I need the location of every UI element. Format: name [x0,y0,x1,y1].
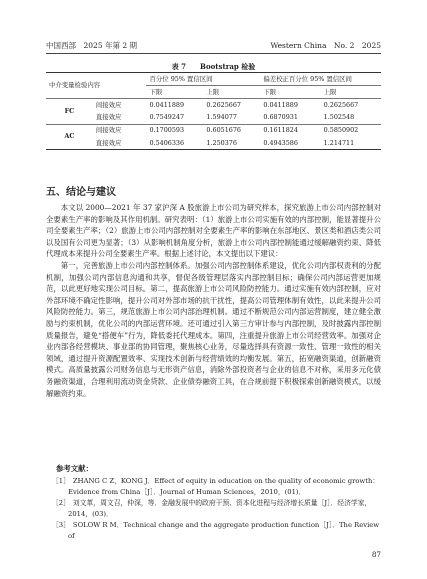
reference-item [46,476,381,498]
subheader-upper: 上限 [321,86,381,99]
reference-text: ZHANG C Z，KONG J．Effect of equity in education on the quality of economic growth：Evidence from China［J］．Journal of Human Sciences，2010，(01)． [68,477,380,496]
table-cell: 0.1611824 [260,124,320,137]
body-text [46,202,381,399]
table-cell: 0.5406336 [146,137,203,150]
reference-tag: ［2］ [52,499,70,507]
reference-item [46,498,381,520]
group-label: AC [46,124,93,149]
table-header-row [46,73,381,86]
table-row [46,124,381,137]
reference-tag: ［3］ [52,521,70,529]
header-journal-en: Western China No. 2 2025 [270,41,381,50]
paragraph: 本文以 2000—2021 年 37 家沪深 A 股旅游上市公司为研究样本，探究旅游上市公司内部控制对全要素生产率的影响及其作用机制。研究表明：（1）旅游上市公司实施有效的内部控制，能显著提升公司全要素生产率；（2）旅游上市公司内部控制对全要素生产率的影响在东部地区、景区类和酒店类公司以及国有公司更为显著；（3）从影响机制角度分析，旅游上市公司内部控制能通过缓解融资约束、降低代理成本来提升公司全要素生产率。根据上述讨论，本文提出以下建议： [46,203,381,259]
section-title: 五、结论与建议 [46,187,116,198]
reference-text: 刘文革，周文召，仲深，等．金融发展中的政府干预、资本化进程与经济增长质量［J］．经济学家，2014，(03)． [68,499,372,518]
reference-text: SOLOW R M．Technical change and the aggregate production function［J］．The Review of [68,521,380,540]
subheader-upper: 上限 [203,86,260,99]
table-cell: 1.250376 [203,137,260,150]
table-cell: 0.0411889 [263,100,298,109]
table-cell: 0.2625667 [323,100,359,109]
subheader-lower: 下限 [260,86,320,99]
running-header [46,40,381,54]
group1-header: 百分位 95% 置信区间 [146,73,260,86]
effect-label: 直接效应 [95,113,122,122]
table-cell: 0.1700593 [146,124,203,137]
table-row [46,137,381,150]
reference-tag: ［1］ [52,477,70,485]
subheader-lower: 下限 [146,86,203,99]
effect-label: 间接效应 [95,100,122,109]
effect-label: 间接效应 [93,124,147,137]
table-row [46,99,381,112]
paragraph: 第一，完善旅游上市公司内部控制体系。加强公司内部控制体系建设，优化公司内部权责利的分配机制，加强公司内部信息沟通和共享，督促各级管理层落实内部控制目标；确保公司内部运营更加规范，以此更好地实现公司目标。第二，提高旅游上市公司风险防控能力。通过实施有效内部控制，应对外部环境不确定性影响，提升公司对外部市场的抗干扰性，提高公司管理体制有效性，以此来提升公司风险防控能力。第三，规范旅游上市公司内部治理机制。通过不断规范公司内部运营制度，建立健全激励与约束机制，优化公司的内部运营环境。还可通过引入第三方审计参与内部控制，及时披露内部控制质量报告，避免“搭便车”行为，降低委托代理成本。第四，注重提升旅游上市公司经营效率。加强对企业内部各经营模块、事业部的协同管理，聚焦核心业务，尽量选择具有资源一致性、管理一致性的相关领域，通过提升资源配置效率、实现技术创新与经营绩效的均衡发展。第五，拓宽融资渠道，创新融资模式。高质量披露公司财务信息与无形资产信息，消除外部投资者与企业的信息不对称，采用多元化债务融资渠道，合理利用流动资金贷款、企业债券融资工具，在合规前提下积极探索创新融资模式，以缓解融资约束。 [46,260,381,398]
reference-item [46,520,381,542]
table-cell: 1.502548 [323,113,355,122]
effect-label: 直接效应 [93,137,147,150]
table-cell: 0.6870931 [263,113,298,122]
header-journal-cn: 中国西部 2025 年第 2 期 [46,41,138,50]
table-cell: 0.6051676 [203,124,260,137]
group2-header: 偏差校正百分位 95% 置信区间 [260,73,381,86]
table-cell: 0.5850902 [321,124,381,137]
table-cell: 0.0411889 [149,100,185,109]
references-title: 参考文献： [56,464,93,473]
table-caption: 表 7 Bootstrap 检验 [171,62,256,71]
table-cell: 0.2625667 [206,100,241,109]
table-cell: 1.214711 [321,137,381,150]
table-cell: 0.4943586 [260,137,320,150]
stub-header: 中介变量检验内容 [46,73,146,99]
table-row [46,112,381,125]
table-cell: 0.7549247 [149,113,185,122]
group-label: FC [64,107,75,116]
bootstrap-table [46,72,381,150]
page-number: 87 [371,550,381,559]
table-cell: 1.594077 [206,113,237,122]
references-list [46,476,381,542]
